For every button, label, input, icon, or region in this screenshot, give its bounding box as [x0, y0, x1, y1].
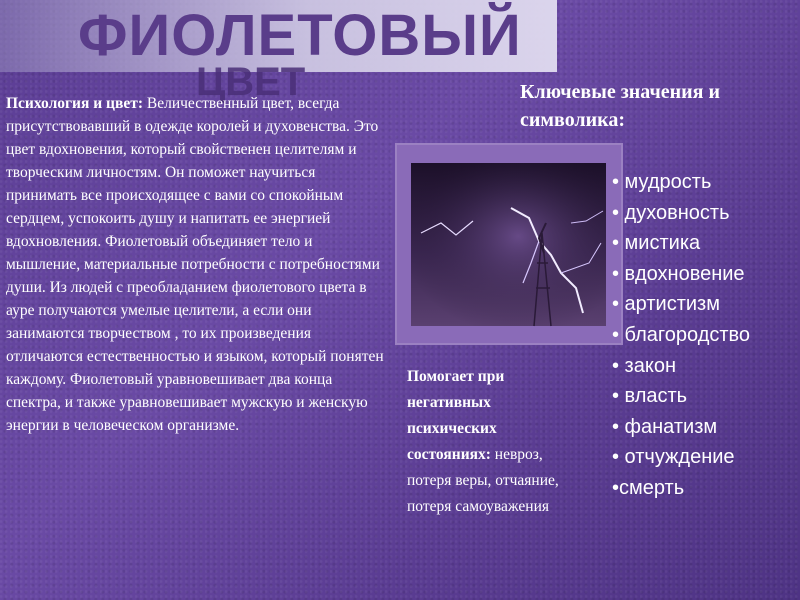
meanings-heading: Ключевые значения и символика: [520, 81, 720, 131]
lightning-storm-image [411, 163, 606, 326]
meanings-list [612, 167, 800, 504]
list-item: •смерть [612, 476, 685, 499]
helper-paragraph [407, 364, 559, 520]
lightning-icon [411, 163, 606, 326]
helper-label: Помогает при негативных психических состояниях: [407, 368, 505, 463]
title-second-line: ЦВЕТ [196, 60, 306, 104]
list-item: • духовность [612, 201, 730, 224]
photo-frame [395, 143, 623, 345]
list-item: • вдохновение [612, 262, 745, 285]
list-item: • благородство [612, 323, 751, 346]
list-item: • мистика [612, 232, 701, 255]
helper-text: невроз, потеря веры, отчаяние, потеря самоуважения [407, 446, 559, 515]
list-item: • фанатизм [612, 415, 718, 438]
psychology-text: Величественный цвет, всегда присутствовавший в одежде королей и духовенства. Это цвет вдохновения, который свойственен целителям и творческим личностям. Он поможет научиться принимать все происходящее с вами со спокойным сердцем, успокоить душу и напитать ее энергией вдохновления. Фиолетовый объединяет тело и мышление, материальные потребности с потребностями души. Из людей с преобладанием фиолетового цвета в ауре получаются умелые целители, а если они занимаются творчеством , то их произведения отличаются естественностью и языком, который понятен каждому. Фиолетовый уравновешивает два конца спектра, и также уравновешивает мужскую и женскую энергии в человеческом организме. [6, 95, 384, 434]
psychology-paragraph [6, 92, 384, 437]
list-item: • власть [612, 385, 688, 408]
page-title: ФИОЛЕТОВЫЙ [78, 3, 522, 68]
list-item: • закон [612, 354, 676, 377]
list-item: • отчуждение [612, 446, 735, 469]
list-item: • мудрость [612, 171, 712, 193]
list-item: • артистизм [612, 293, 720, 316]
psychology-label: Психология и цвет: [6, 95, 144, 112]
